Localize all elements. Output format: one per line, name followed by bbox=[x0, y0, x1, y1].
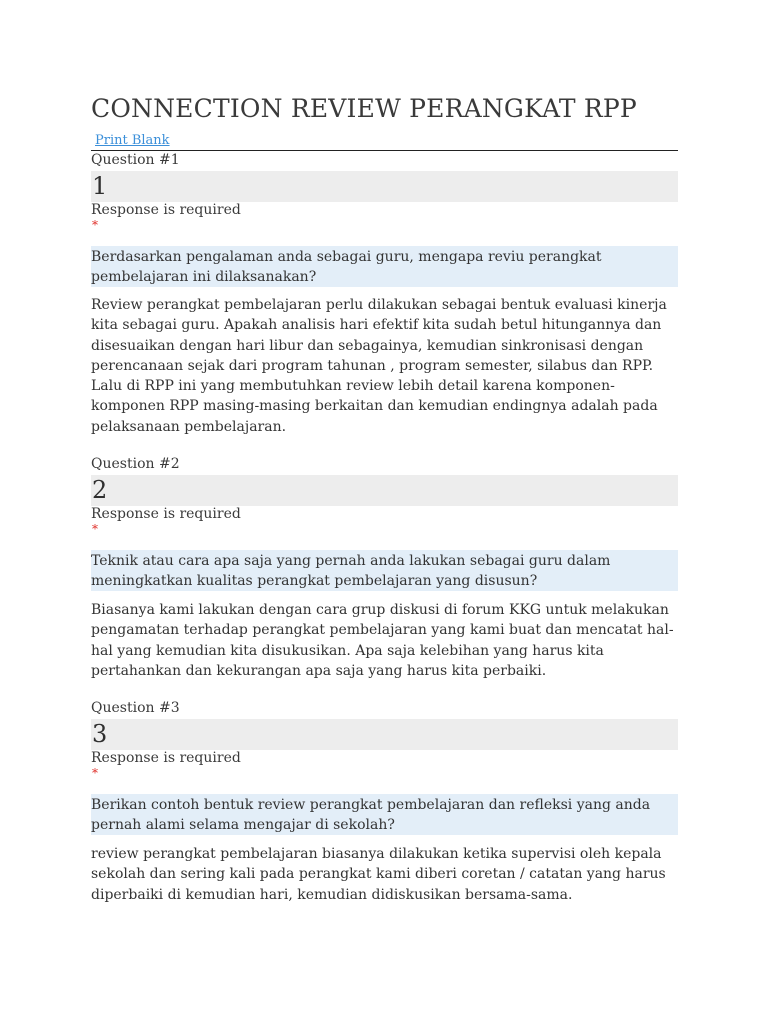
question-number: 1 bbox=[92, 172, 108, 200]
question-text-box bbox=[91, 246, 678, 287]
answer-text: review perangkat pembelajaran biasanya dilakukan ketika supervisi oleh kepala sekolah dan sering kali pada perangkat kami diberi coretan / catatan yang harus diperbaiki di kemudian hari, kemudian didiskusikan bersama-sama. bbox=[91, 846, 666, 903]
required-asterisk: * bbox=[92, 766, 98, 780]
title-divider bbox=[91, 150, 678, 151]
required-asterisk: * bbox=[92, 218, 98, 232]
question-text-box bbox=[91, 550, 678, 591]
question-label: Question #3 bbox=[91, 700, 180, 716]
question-label: Question #2 bbox=[91, 456, 180, 472]
answer-text: Biasanya kami lakukan dengan cara grup diskusi di forum KKG untuk melakukan pengamatan terhadap perangkat pembelajaran yang kami buat dan mencatat hal-hal yang kemudian kita disukusikan. Apa saja kelebihan yang harus kita pertahankan dan kekurangan apa saja yang harus kita perbaiki. bbox=[91, 602, 674, 679]
response-required-note: Response is required bbox=[91, 750, 241, 766]
question-text: Berdasarkan pengalaman anda sebagai guru, mengapa reviu perangkat pembelajaran ini dilaksanakan? bbox=[91, 249, 602, 285]
question-number-box bbox=[91, 171, 678, 202]
print-blank-link[interactable]: Print Blank bbox=[95, 133, 170, 148]
question-text: Berikan contoh bentuk review perangkat pembelajaran dan refleksi yang anda pernah alami selama mengajar di sekolah? bbox=[91, 797, 651, 833]
question-text-box bbox=[91, 794, 678, 835]
answer-text: Review perangkat pembelajaran perlu dilakukan sebagai bentuk evaluasi kinerja kita sebagai guru. Apakah analisis hari efektif kita sudah betul hitungannya dan disesuaikan dengan hari libur dan sebagainya, kemudian sinkronisasi dengan perencanaan sejak dari program tahunan , program semester, silabus dan RPP. Lalu di RPP ini yang membutuhkan review lebih detail karena komponen-komponen RPP masing-masing berkaitan dan kemudian endingnya adalah pada pelaksanaan pembelajaran. bbox=[91, 297, 667, 435]
question-number: 3 bbox=[92, 720, 108, 748]
question-number-box bbox=[91, 475, 678, 506]
page-title: CONNECTION REVIEW PERANGKAT RPP bbox=[91, 94, 637, 123]
question-label: Question #1 bbox=[91, 152, 180, 168]
response-required-note: Response is required bbox=[91, 202, 241, 218]
question-number-box bbox=[91, 719, 678, 750]
question-text: Teknik atau cara apa saja yang pernah anda lakukan sebagai guru dalam meningkatkan kualitas perangkat pembelajaran yang disusun? bbox=[91, 553, 611, 589]
required-asterisk: * bbox=[92, 522, 98, 536]
response-required-note: Response is required bbox=[91, 506, 241, 522]
question-number: 2 bbox=[92, 476, 108, 504]
